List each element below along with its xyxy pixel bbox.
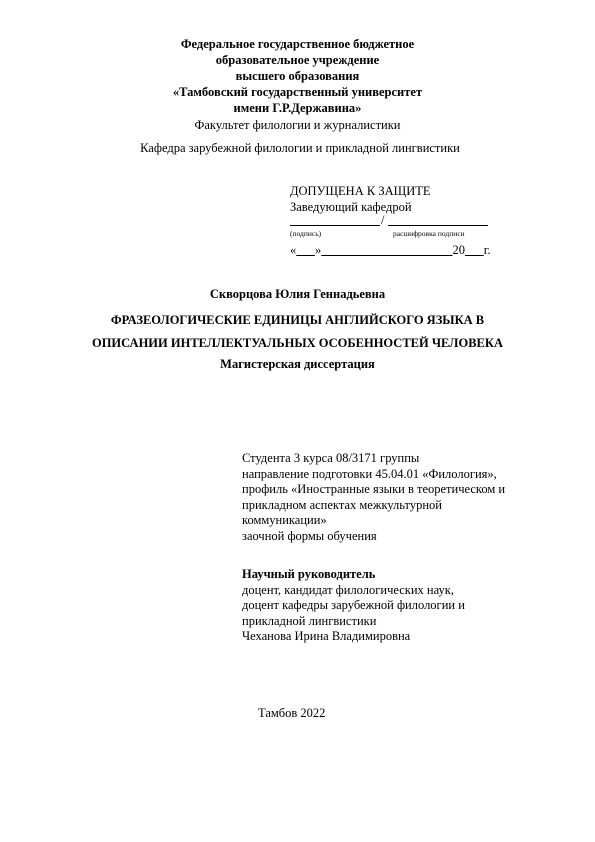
supervisor-heading: Научный руководитель — [242, 567, 376, 581]
thesis-title-line: ОПИСАНИИ ИНТЕЛЛЕКТУАЛЬНЫХ ОСОБЕННОСТЕЙ ЧЕЛОВЕКА — [91, 336, 503, 350]
city-year: Тамбов 2022 — [258, 706, 326, 720]
supervisor-info — [242, 567, 562, 645]
decoding-caption: расшифровка подписи — [393, 229, 465, 238]
student-info-line: профиль «Иностранные языки в теоретическом и — [242, 482, 506, 496]
supervisor-info-line: прикладной лингвистики — [242, 613, 377, 628]
day-blank — [296, 243, 315, 257]
signature-caption: (подпись) — [290, 229, 322, 238]
thesis-title-line: ФРАЗЕОЛОГИЧЕСКИЕ ЕДИНИЦЫ АНГЛИЙСКОГО ЯЗЫКА В — [110, 313, 485, 327]
institution-line: образовательное учреждение — [215, 53, 380, 67]
student-info-line: прикладном аспектах межкультурной — [242, 497, 442, 512]
signature-slash: / — [381, 213, 385, 227]
signature-underline — [290, 225, 380, 226]
approval-head-label: Заведующий кафедрой — [290, 199, 412, 214]
supervisor-name: Чеханова Ирина Владимировна — [242, 629, 411, 643]
decoding-underline — [388, 225, 488, 226]
date-close-quote: » — [315, 243, 322, 257]
supervisor-info-line: доцент, кандидат филологических наук, — [242, 582, 454, 597]
institution-header — [0, 36, 595, 116]
institution-line: Федеральное государственное бюджетное — [180, 37, 415, 51]
department-name: Кафедра зарубежной филологии и прикладной лингвистики — [140, 141, 460, 155]
year-suffix: г. — [483, 243, 491, 257]
date-open-quote: « — [290, 243, 297, 257]
institution-line: имени Г.Р.Державина» — [233, 101, 362, 115]
approval-title: ДОПУЩЕНА К ЗАЩИТЕ — [290, 184, 431, 198]
author-name: Скворцова Юлия Геннадьевна — [209, 287, 386, 301]
approval-date-line — [290, 243, 510, 258]
student-info — [242, 451, 562, 544]
institution-line: высшего образования — [235, 69, 360, 83]
signature-line — [290, 215, 490, 229]
approval-block — [290, 184, 510, 258]
thesis-type: Магистерская диссертация — [220, 357, 375, 371]
student-info-line: направление подготовки 45.04.01 «Филология», — [242, 466, 497, 481]
student-info-line: заочной формы обучения — [242, 528, 377, 543]
student-info-line: коммуникации» — [242, 513, 327, 527]
year-blank — [465, 243, 484, 257]
institution-line: «Тамбовский государственный университет — [172, 85, 423, 99]
student-info-line: Студента 3 курса 08/3171 группы — [242, 451, 420, 465]
thesis-title — [0, 309, 595, 355]
faculty-name: Факультет филологии и журналистики — [194, 118, 401, 132]
signature-captions — [290, 229, 495, 241]
month-blank — [321, 243, 452, 257]
supervisor-info-line: доцент кафедры зарубежной филологии и — [242, 598, 465, 612]
year-prefix: 20 — [452, 243, 465, 257]
